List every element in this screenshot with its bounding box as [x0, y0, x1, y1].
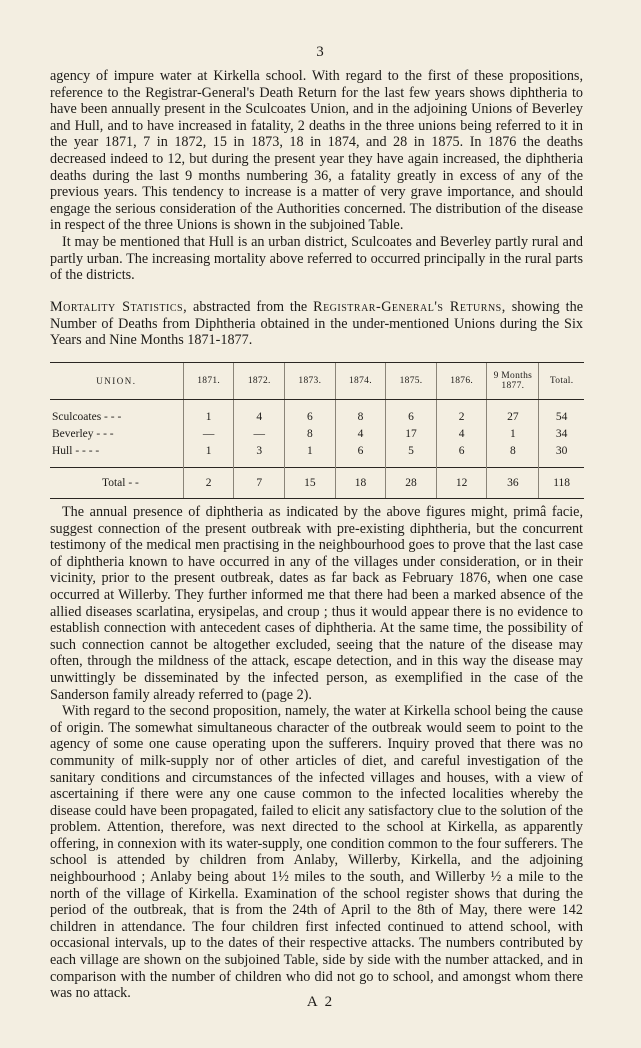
body-section	[50, 504, 583, 1002]
deaths-cell: 3	[234, 442, 285, 459]
total-cell: 12	[436, 468, 487, 499]
total-cell: 28	[386, 468, 437, 499]
deaths-cell: 8	[335, 408, 386, 425]
table-header-cell: 1872.	[234, 363, 285, 400]
table-heading	[50, 299, 583, 349]
table-spacer-cell	[285, 400, 336, 409]
deaths-cell: 6	[436, 442, 487, 459]
table-spacer-cell	[234, 400, 285, 409]
deaths-cell: —	[234, 425, 285, 442]
deaths-cell: 8	[285, 425, 336, 442]
table-spacer-cell	[386, 400, 437, 409]
deaths-cell: 27	[487, 408, 539, 425]
deaths-cell: 6	[386, 408, 437, 425]
table-spacer-cell	[335, 459, 386, 468]
deaths-cell: 4	[234, 408, 285, 425]
table-header-cell: 9 Months 1877.	[487, 363, 539, 400]
deaths-cell: 30	[539, 442, 584, 459]
deaths-cell: —	[183, 425, 234, 442]
table-spacer-cell	[539, 400, 584, 409]
total-cell: 18	[335, 468, 386, 499]
signature-mark: A 2	[306, 994, 335, 1010]
deaths-cell: 1	[487, 425, 539, 442]
table-spacer-cell	[50, 400, 183, 409]
table-spacer-cell	[285, 459, 336, 468]
table-spacer-cell	[487, 459, 539, 468]
union-name-cell: Hull - - - -	[52, 444, 100, 457]
intro-section	[50, 68, 583, 284]
mortality-table	[50, 362, 584, 499]
deaths-cell: 1	[285, 442, 336, 459]
deaths-cell: 34	[539, 425, 584, 442]
table-header-cell: 1875.	[386, 363, 437, 400]
deaths-cell: 54	[539, 408, 584, 425]
table-header-cell: 1871.	[183, 363, 234, 400]
deaths-cell: 4	[335, 425, 386, 442]
table-spacer-cell	[487, 400, 539, 409]
deaths-cell: 17	[386, 425, 437, 442]
heading-caps-1: Mortality Statistics,	[50, 299, 188, 315]
deaths-cell: 6	[335, 442, 386, 459]
heading-text-1: abstracted from the	[187, 299, 314, 315]
table-total-row	[50, 468, 584, 499]
table-spacer-cell	[436, 459, 487, 468]
table-header-row	[50, 363, 584, 400]
deaths-cell: 5	[386, 442, 437, 459]
deaths-cell: 4	[436, 425, 487, 442]
table-spacer-cell	[436, 400, 487, 409]
total-cell: 36	[487, 468, 539, 499]
deaths-cell: 6	[285, 408, 336, 425]
body-paragraph-1: The annual presence of diphtheria as indicated by the above figures might, primâ facie, suggest connection of the present outbreak with pre-existing diphtheria, but the concurrent testimony of the medical men practising in the neighbourhood goes to prove that the last case of diphtheria known to have occurred in any of the villages under consideration, or in their vicinity, prior to the present outbreak, dates as far back as February 1876, when one case occurred at Willerby. They further informed me that there had been a marked absence of the allied diseases scarlatina, erysipelas, and croup ; thus it would appear there is no evidence to establish connection with antecedent cases of diphtheria. At the same time, the possibility of such connection cannot be altogether excluded, seeing that the nature of the disease may often, through the mildness of the attack, escape detection, and in this way the disease may unwittingly be disseminated by the infected person, as exemplified in the case of the Sanderson family already referred to (page 2).	[50, 504, 583, 703]
table-row	[50, 425, 584, 442]
intro-paragraph-2: It may be mentioned that Hull is an urban district, Sculcoates and Beverley partly rural and partly urban. The increasing mortality above referred to occurred principally in the rural parts of the districts.	[50, 233, 583, 284]
table-spacer-row	[50, 459, 584, 468]
table-spacer-row	[50, 400, 584, 409]
table-spacer-cell	[183, 459, 234, 468]
table-header-cell: 1873.	[285, 363, 336, 400]
table-spacer-cell	[539, 459, 584, 468]
intro-paragraph-1: agency of impure water at Kirkella school. With regard to the first of these propositions, reference to the Registrar-General's Death Return for the last few years shows diphtheria to have been annually present in the Sculcoates Union, and in the adjoining Unions of Beverley and Hull, and to have increased in fatality, 2 deaths in the three unions being referred to it in the year 1871, 7 in 1872, 15 in 1873, 18 in 1874, and 28 in 1875. In 1876 the deaths decreased indeed to 12, but during the present year they have again increased, the diphtheria deaths during the last 9 months numbering 36, a fatality greatly in excess of any of the previous years. This tendency to increase is a matter of very grave importance, and should engage the serious consideration of the Authorities concerned. The distribution of the disease in respect of the three Unions is shown in the subjoined Table.	[50, 68, 583, 234]
page-number: 3	[316, 44, 325, 60]
deaths-cell: 1	[183, 408, 234, 425]
heading-text-2: showing the Number of Deaths from Diphtheria obtained in the under-mentioned Unions during the Six Years and Nine Months 1871-1877.	[50, 299, 583, 349]
union-name-cell: Sculcoates - - -	[52, 410, 122, 423]
heading-caps-2: Registrar-General's Returns,	[313, 299, 506, 315]
total-cell: 7	[234, 468, 285, 499]
total-cell: 15	[285, 468, 336, 499]
deaths-cell: 8	[487, 442, 539, 459]
body-paragraph-2: With regard to the second proposition, namely, the water at Kirkella school being the cause of origin. The somewhat simultaneous character of the outbreak would seem to point to the agency of some one cause operating upon the sufferers. Inquiry proved that there was no community of milk-supply nor of other articles of diet, and careful investigation of the sanitary conditions and circumstances of the infected villages and houses, with a view of ascertaining if there were any one cause common to the infected localities whereby the disease could have been propagated, failed to elicit any satisfactory clue to the solution of the problem. Attention, therefore, was next directed to the school at Kirkella, as apparently offering, in connexion with its water-supply, one condition common to the four sufferers. The school is attended by children from Anlaby, Willerby, Kirkella, and the adjoining neighbourhood ; Anlaby being about 1½ miles to the south, and Willerby ½ a mile to the north of the village of Kirkella. Examination of the school register shows that during the period of the outbreak, that is from the 24th of April to the 8th of May, there were 142 children in attendance. The four children first infected continued to attend school, with occasional intervals, up to the dates of their respective attacks. The numbers contributed by each village are shown on the subjoined Table, side by side with the number attacked, and in comparison with the number of children who did not go to school, and amongst whom there was no attack.	[50, 703, 583, 1002]
deaths-cell: 2	[436, 408, 487, 425]
table-header-cell: UNION.	[50, 363, 183, 400]
table-spacer-cell	[183, 400, 234, 409]
table-spacer-cell	[234, 459, 285, 468]
table-row	[50, 442, 584, 459]
table-spacer-cell	[50, 459, 183, 468]
union-name-cell: Beverley - - -	[52, 427, 114, 440]
total-label-cell: Total - -	[50, 468, 183, 499]
deaths-cell: 1	[183, 442, 234, 459]
total-cell: 118	[539, 468, 584, 499]
mortality-table-wrap	[50, 362, 584, 496]
table-header-cell: 1874.	[335, 363, 386, 400]
table-header-cell: 1876.	[436, 363, 487, 400]
table-spacer-cell	[386, 459, 437, 468]
table-row	[50, 408, 584, 425]
table-spacer-cell	[335, 400, 386, 409]
table-header-cell: Total.	[539, 363, 584, 400]
total-cell: 2	[183, 468, 234, 499]
